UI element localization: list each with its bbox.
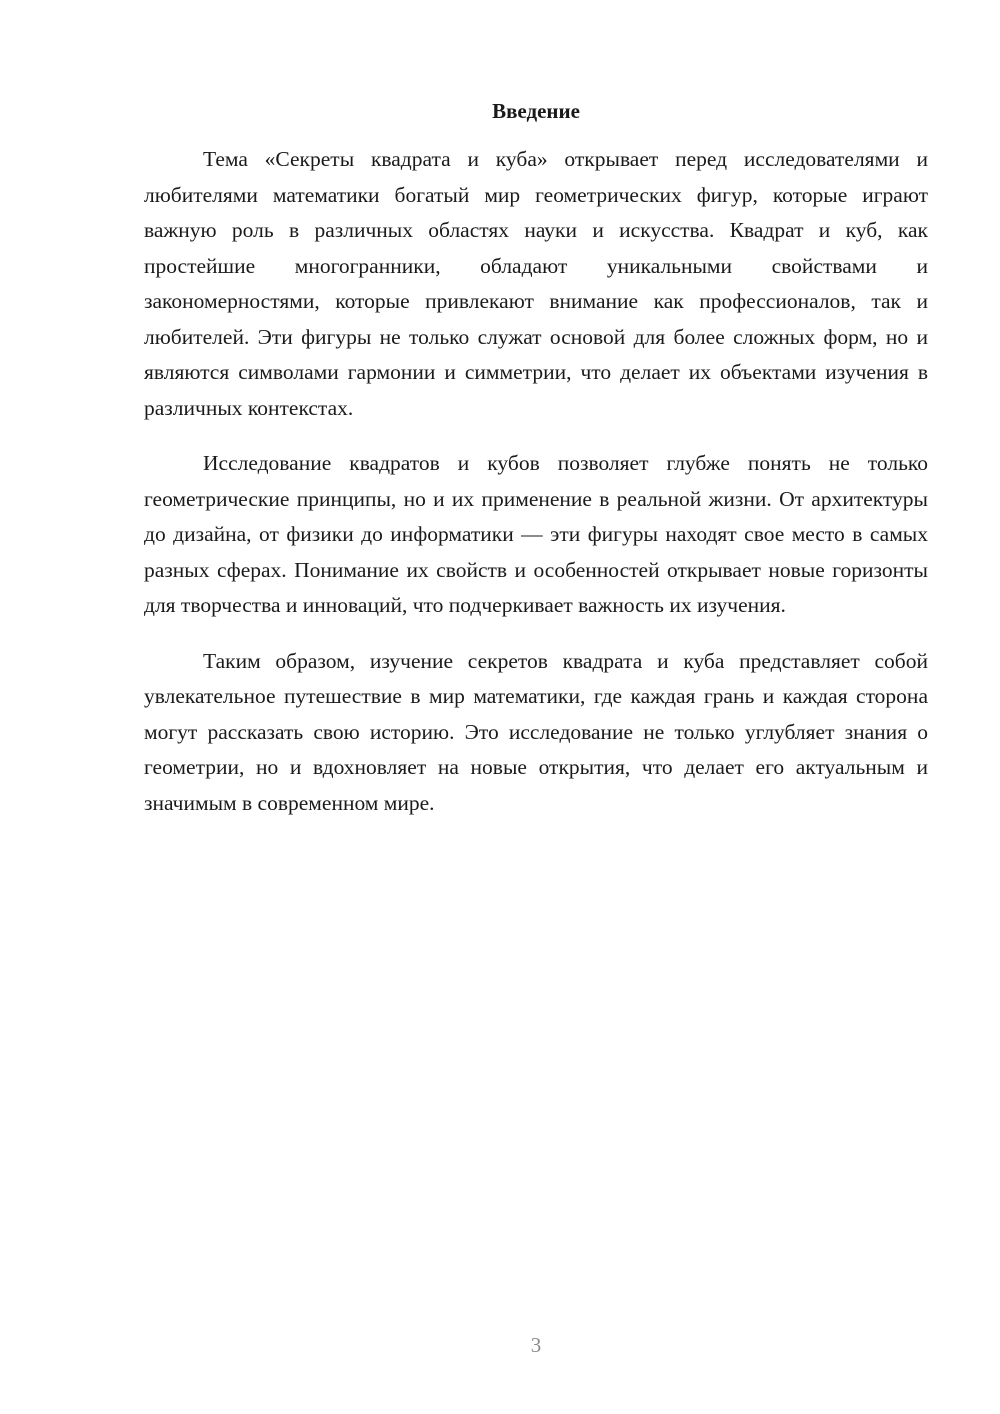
paragraph-1: Тема «Секреты квадрата и куба» открывает перед исследователями и любителями математики богатый мир геометрических фигур, которые играют важную роль в различных областях науки и искусства. Квадрат и куб, как простейшие многогранники, обладают уникальными свойствами и закономерностями, которые привлекают внимание как профессионалов, так и любителей. Эти фигуры не только служат основой для более сложных форм, но и являются символами гармонии и симметрии, что делает их объектами изучения в различных контекстах. (144, 147, 928, 420)
section-heading: Введение (492, 99, 580, 123)
document-body (144, 142, 928, 841)
paragraph-3: Таким образом, изучение секретов квадрата и куба представляет собой увлекательное путешествие в мир математики, где каждая грань и каждая сторона могут рассказать свою историю. Это исследование не только углубляет знания о геометрии, но и вдохновляет на новые открытия, что делает его актуальным и значимым в современном мире. (144, 648, 928, 815)
page-number: 3 (530, 1333, 542, 1357)
paragraph-2: Исследование квадратов и кубов позволяет глубже понять не только геометрические принципы, но и их применение в реальной жизни. От архитектуры до дизайна, от физики до информатики — эти фигуры находят свое место в самых разных сферах. Понимание их свойств и особенностей открывает новые горизонты для творчества и инноваций, что подчеркивает важность их изучения. (144, 451, 928, 617)
